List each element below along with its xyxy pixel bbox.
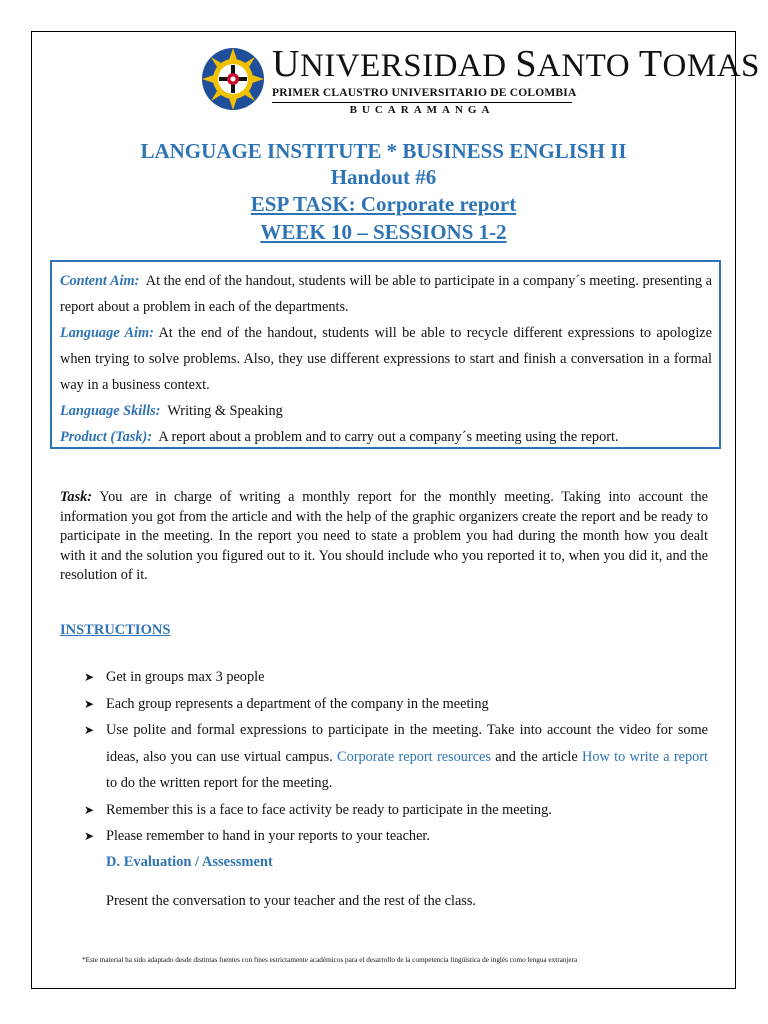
list-item: ➤ Remember this is a face to face activity be ready to participate in the meeting.	[84, 797, 708, 824]
task-text: You are in charge of writing a monthly report for the monthly meeting. Taking into account the information you got from the article and with the help of the graphic organizers create the report and be ready to participate in the meeting. In the report you need to state a problem you had during the month how you dealt with it and the solution you figured out to it. You should include who you reported it to, when you did it, and the resolution of it.	[60, 489, 709, 583]
language-aim-text: At the end of the handout, students will be able to recycle different expressions to apologize when trying to solve problems. Also, they use different expressions to start and finish a conversation in a formal way in a business context.	[60, 325, 712, 393]
university-logo	[200, 43, 760, 122]
list-item: ➤ Each group represents a department of the company in the meeting	[84, 691, 708, 718]
week-sessions: WEEK 10 – SESSIONS 1-2	[260, 220, 507, 244]
language-aim-label: Language Aim:	[60, 325, 154, 341]
arrowhead-bullet-icon: ➤	[84, 723, 95, 737]
corporate-report-resources-link[interactable]: Corporate report resources	[337, 748, 491, 765]
evaluation-heading: D. Evaluation / Assessment	[106, 854, 273, 870]
university-name: UNIVERSIDAD SANTO TOMAS	[272, 43, 760, 85]
instructions-list	[84, 664, 708, 850]
arrowhead-bullet-icon: ➤	[84, 802, 95, 817]
product-task-text: A report about a problem and to carry out a company´s meeting using the report.	[158, 429, 619, 445]
handout-number: Handout #6	[330, 165, 437, 189]
arrowhead-bullet-icon: ➤	[84, 829, 95, 843]
language-aim	[60, 320, 712, 398]
task-label: Task:	[60, 489, 93, 505]
product-task	[60, 424, 712, 449]
product-task-label: Product (Task):	[60, 429, 153, 445]
list-item: ➤ Please remember to hand in your reports to your teacher.	[84, 823, 708, 850]
arrowhead-bullet-icon: ➤	[84, 670, 95, 684]
content-aim-label: Content Aim:	[60, 273, 140, 289]
evaluation-text: Present the conversation to your teacher and the rest of the class.	[106, 893, 477, 909]
task-paragraph	[60, 488, 708, 586]
university-city: BUCARAMANGA	[272, 102, 572, 117]
instructions-heading: INSTRUCTIONS	[60, 622, 171, 638]
footnote: *Este material ha sido adaptado desde distintas fuentes con fines estrictamente académicos para el desarrollo de la competencia lingüística de inglés como lengua extranjera	[82, 956, 578, 964]
task-title: ESP TASK: Corporate report	[250, 192, 517, 216]
how-to-write-report-link[interactable]: How to write a report	[582, 748, 709, 765]
document-titles	[31, 138, 736, 246]
language-skills-label: Language Skills:	[60, 403, 161, 419]
list-item: ➤ Use polite and formal expressions to participate in the meeting. Take into account the video for some ideas, also you can use virtual campus. Corporate report resources and the article How to write a report to do the written report for the meeting.	[84, 717, 708, 797]
university-subtitle: PRIMER CLAUSTRO UNIVERSITARIO DE COLOMBIA	[272, 87, 577, 99]
language-skills	[60, 398, 712, 424]
content-aim	[60, 268, 712, 320]
course-title: LANGUAGE INSTITUTE * BUSINESS ENGLISH II	[140, 139, 627, 163]
university-seal-icon	[200, 46, 266, 112]
list-item: ➤ Get in groups max 3 people	[84, 664, 708, 691]
content-aim-text: At the end of the handout, students will be able to participate in a company´s meeting. presenting a report about a problem in each of the departments.	[60, 273, 712, 315]
aims-box	[50, 260, 721, 449]
language-skills-text: Writing & Speaking	[167, 403, 283, 419]
arrowhead-bullet-icon: ➤	[84, 696, 95, 711]
